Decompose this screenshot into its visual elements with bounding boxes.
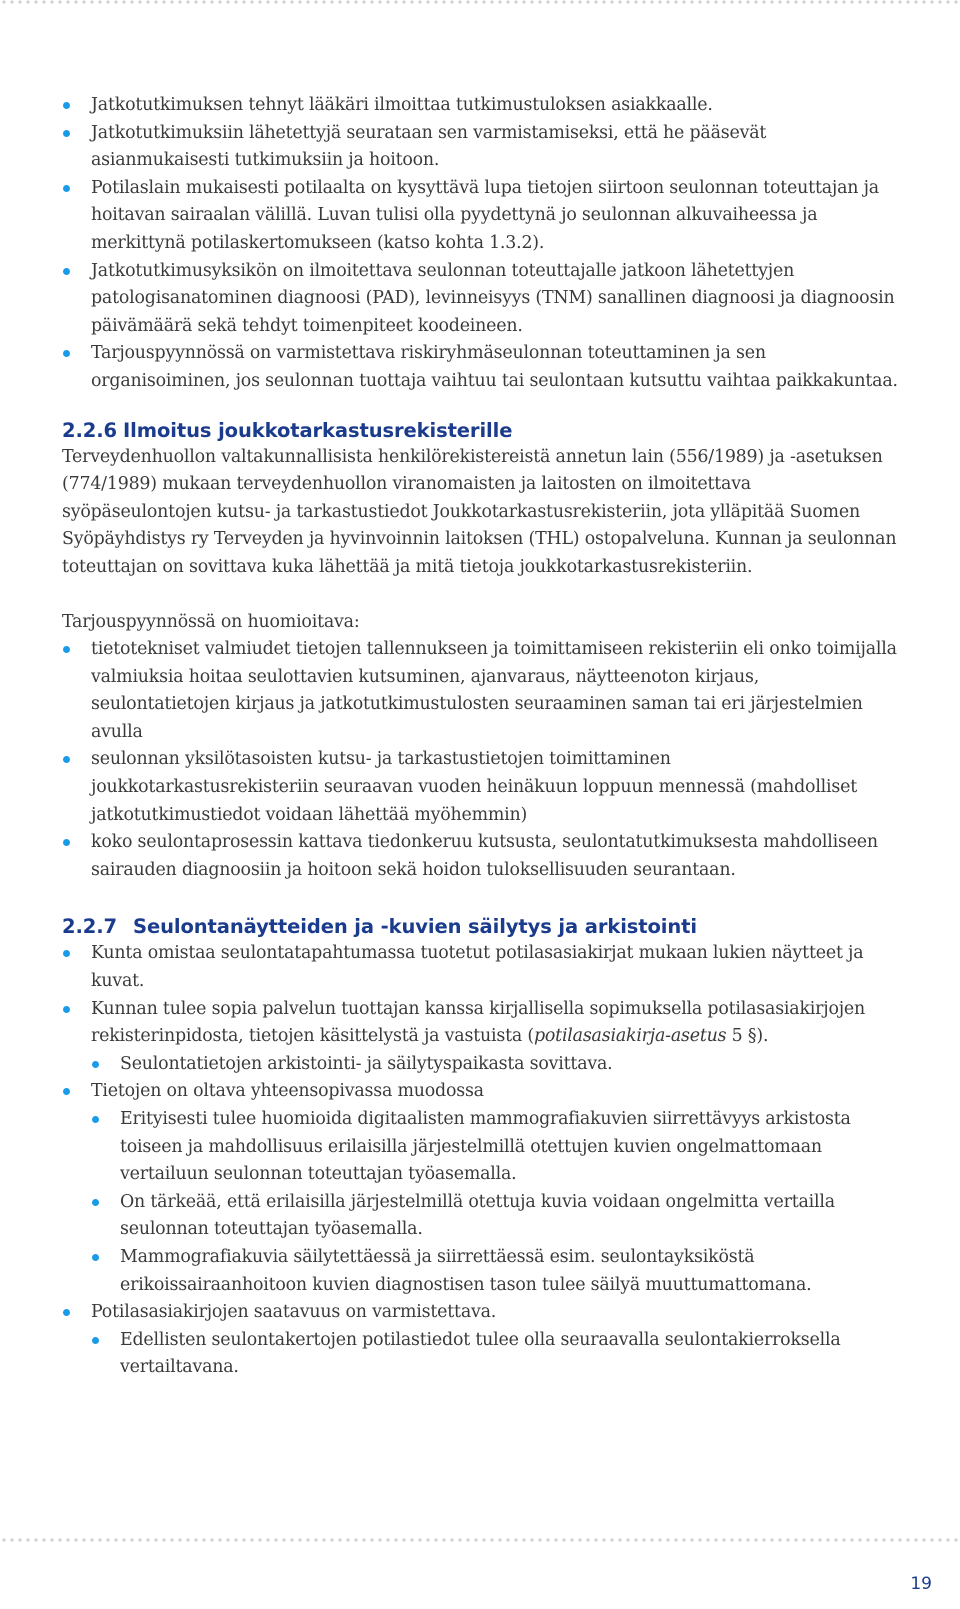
section-heading-2-2-7 <box>62 914 902 940</box>
sub-list <box>91 1106 902 1299</box>
page-content <box>62 92 902 1382</box>
section-title: Ilmoitus joukkotarkastusrekisterille <box>123 418 513 442</box>
list-item: Jatkotutkimuksen tehnyt lääkäri ilmoittaa tutkimustuloksen asiakkaalle. <box>62 92 902 120</box>
sub-list-item: Seulontatietojen arkistointi- ja säilytyspaikasta sovittava. <box>91 1051 902 1079</box>
list-item: Kunta omistaa seulontatapahtumassa tuotetut potilasasiakirjat mukaan lukien näytteet ja kuvat. <box>62 940 902 995</box>
italic-reference: potilasasiakirja-asetus <box>533 1026 727 1047</box>
sub-list-item: Edellisten seulontakertojen potilastiedot tulee olla seuraavalla seulontakierroksella vertailtavana. <box>91 1327 902 1382</box>
section-number: 2.2.6 <box>62 418 118 442</box>
sub-list-item: Erityisesti tulee huomioida digitaalisten mammografiakuvien siirrettävyys arkistosta toiseen ja mahdollisuus erilaisilla järjestelmillä otettujen kuvien ongelmattomaan vertailuun seulonnan toteuttajan työasemalla. <box>91 1106 902 1189</box>
list-item: Jatkotutkimusyksikön on ilmoitettava seulonnan toteuttajalle jatkoon lähetettyjen patologisanatominen diagnoosi (PAD), levinneisyys (TNM) sanallinen diagnoosi ja diagnoosin päivämäärä sekä tehdyt toimenpiteet koodeineen. <box>62 258 902 341</box>
sub-list-item: On tärkeää, että erilaisilla järjestelmillä otettuja kuvia voidaan ongelmitta vertailla seulonnan toteuttajan työasemalla. <box>91 1189 902 1244</box>
list-item <box>62 1299 902 1382</box>
section-heading-2-2-6 <box>62 418 902 444</box>
top-dotted-rule <box>0 0 960 4</box>
list-item: koko seulontaprosessin kattava tiedonkeruu kutsusta, seulontatutkimuksesta mahdolliseen sairauden diagnoosiin ja hoitoon sekä hoidon tuloksellisuuden seurantaan. <box>62 829 902 884</box>
paragraph-registry: Terveydenhuollon valtakunnallisista henkilörekistereistä annetun lain (556/1989) ja -asetuksen (774/1989) mukaan terveydenhuollon viranomaisten ja laitosten on ilmoitettava syöpäseulontojen kutsu- ja tarkastustiedot Joukkotarkastusrekisteriin, jota ylläpitää Suomen Syöpäyhdistys ry Terveyden ja hyvinvoinnin laitoksen (THL) ostopalveluna. Kunnan ja seulonnan toteuttajan on sovittava kuka lähettää ja mitä tietoja joukkotarkastusrekisteriin. <box>62 446 897 577</box>
list-item-text: 5 §). <box>726 1026 769 1047</box>
list-item: Tarjouspyynnössä on varmistettava riskiryhmäseulonnan toteuttaminen ja sen organisoiminen, jos seulonnan tuottaja vaihtuu tai seulontaan kutsuttu vaihtaa paikkakuntaa. <box>62 340 902 395</box>
bullet-list-followup <box>62 92 902 396</box>
section-number: 2.2.7 <box>62 915 118 939</box>
list-item <box>62 1078 902 1299</box>
bottom-dotted-rule <box>0 1538 960 1542</box>
list-item-text: Kunnan tulee sopia palvelun tuottajan kanssa kirjallisella sopimuksella potilasasiakirjojen rekisterinpidosta, tietojen käsittelystä ja vastuista ( <box>91 998 866 1047</box>
sub-list <box>91 1327 902 1382</box>
sub-list <box>91 1051 902 1079</box>
list-item: tietotekniset valmiudet tietojen tallennukseen ja toimittamiseen rekisteriin eli onko toimijalla valmiuksia hoitaa seulottavien kutsuminen, ajanvaraus, näytteenoton kirjaus, seulontatietojen kirjaus ja jatkotutkimustulosten seuraaminen saman tai eri järjestelmien avulla <box>62 636 902 746</box>
list-item: Potilaslain mukaisesti potilaalta on kysyttävä lupa tietojen siirtoon seulonnan toteuttajan ja hoitavan sairaalan välillä. Luvan tulisi olla pyydettynä jo seulonnan alkuvaiheessa ja merkittynä potilaskertomukseen (katso kohta 1.3.2). <box>62 175 902 258</box>
page-number: 19 <box>910 1574 932 1594</box>
section-title: Seulontanäytteiden ja -kuvien säilytys ja arkistointi <box>133 915 697 939</box>
list-item-text: Tietojen on oltava yhteensopivassa muodossa <box>91 1081 484 1102</box>
list-item-text: Potilasasiakirjojen saatavuus on varmistettava. <box>91 1302 497 1323</box>
paragraph-intro: Tarjouspyynnössä on huomioitava: <box>62 611 360 632</box>
sub-list-item: Mammografiakuvia säilytettäessä ja siirrettäessä esim. seulontayksiköstä erikoissairaanhoitoon kuvien diagnostisen tason tulee säilyä muuttumattomana. <box>91 1244 902 1299</box>
list-item: seulonnan yksilötasoisten kutsu- ja tarkastustietojen toimittaminen joukkotarkastusrekisteriin seuraavan vuoden heinäkuun loppuun mennessä (mahdolliset jatkotutkimustiedot voidaan lähettää myöhemmin) <box>62 746 902 829</box>
list-item: Jatkotutkimuksiin lähetettyjä seurataan sen varmistamiseksi, että he pääsevät asianmukaisesti tutkimuksiin ja hoitoon. <box>62 120 902 175</box>
list-item <box>62 996 902 1079</box>
bullet-list-archiving <box>62 940 902 1382</box>
bullet-list-requirements <box>62 636 902 884</box>
